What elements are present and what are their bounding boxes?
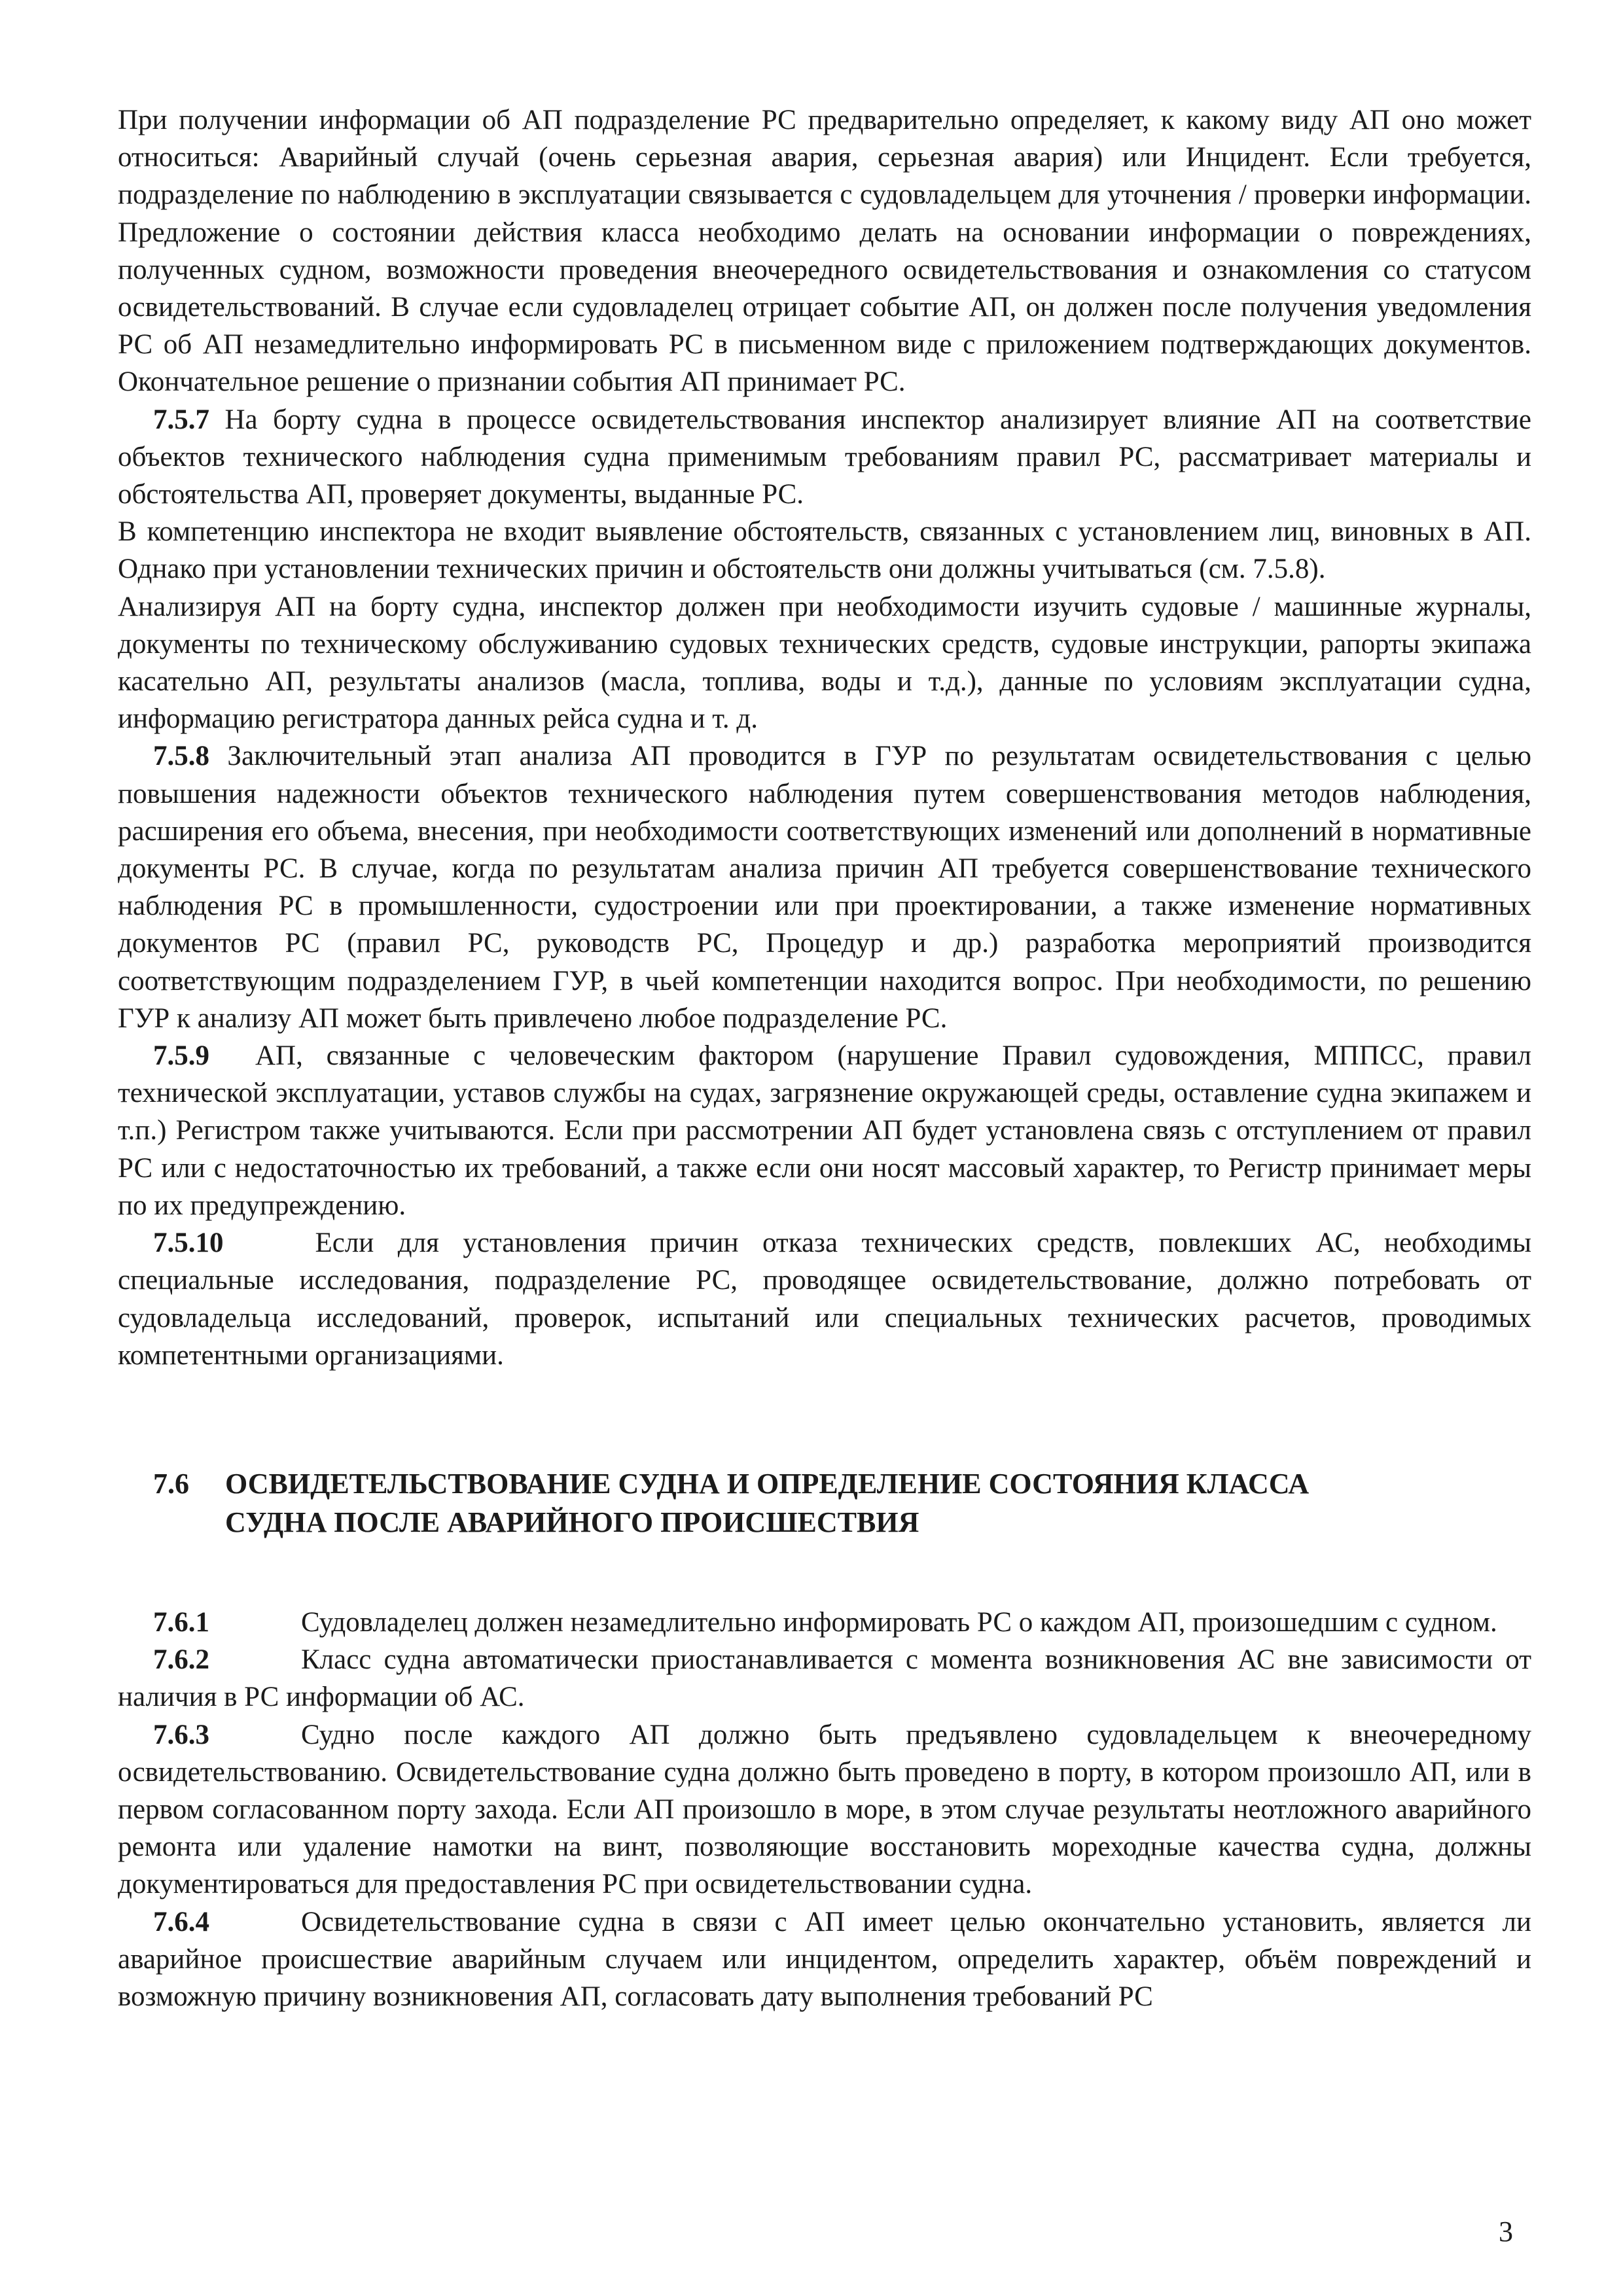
section-title-line1: ОСВИДЕТЕЛЬСТВОВАНИЕ СУДНА И ОПРЕДЕЛЕНИЕ СОСТОЯНИЯ КЛАССА [225,1467,1310,1500]
paragraph-7-6-1 [118,1604,1531,1641]
paragraph-analysis: Анализируя АП на борту судна, инспектор должен при необходимости изучить судовые / машинные журналы, документы по техническому обслуживанию судовых технических средств, судовые инструкции, рапорты экипажа касательно АП, результаты анализов (масла, топлива, воды и т.д.), данные по условиям эксплуатации судна, информацию регистратора данных рейса судна и т. д. [118,591,1531,735]
document-page [118,101,1531,2015]
paragraph-intro: При получении информации об АП подразделение РС предварительно определяет, к какому виду АП оно может относиться: Аварийный случай (очень серьезная авария, серьезная авария) или Инцидент. Если требуется, подразделение по наблюдению в эксплуатации связывается с судовладельцем для уточнения / проверки информации. Предложение о состоянии действия класса необходимо делать на основании информации о повреждениях, полученных судном, возможности проведения внеочередного освидетельствования и ознакомления со статусом освидетельствований. В случае если судовладелец отрицает событие АП, он должен после получения уведомления РС об АП незамедлительно информировать РС в письменном виде с приложением подтверждающих документов. Окончательное решение о признании события АП принимает РС. [118,105,1531,398]
paragraph-text: Судовладелец должен незамедлительно информировать РС о каждом АП, произошедшим с судном. [301,1606,1497,1638]
paragraph-text: Судно после каждого АП должно быть предъявлено судовладельцем к внеочередному освидетельствованию. Освидетельствование судна должно быть проведено в порту, в котором произошло АП, или в первом согласованном порту захода. Если АП произошло в море, в этом случае результаты неотложного аварийного ремонта или удаление намотки на винт, позволяющие восстановить мореходные качества судна, должны документироваться для предоставления РС при освидетельствовании судна. [118,1719,1531,1900]
paragraph-competence: В компетенцию инспектора не входит выявление обстоятельств, связанных с установлением лиц, виновных в АП. Однако при установлении технических причин и обстоятельств они должны учитываться (см. 7.5.8). [118,516,1531,585]
paragraph-number: 7.6.3 [153,1719,209,1750]
paragraph-7-5-8 [118,737,1531,1037]
paragraph-number: 7.6.4 [153,1906,209,1937]
paragraph-text: На борту судна в процессе освидетельствования инспектор анализирует влияние АП на соответствие объектов технического наблюдения судна применимым требованиям правил РС, рассматривает материалы и обстоятельства АП, проверяет документы, выданные РС. [118,404,1532,510]
paragraph-text: Класс судна автоматически приостанавливается с момента возникновения АС вне зависимости от наличия в РС информации об АС. [118,1644,1531,1713]
paragraph-text: Освидетельствование судна в связи с АП имеет целью окончательно установить, является ли аварийное происшествие аварийным случаем или инцидентом, определить характер, объём повреждений и возможную причину возникновения АП, согласовать дату выполнения требований РС [118,1906,1531,2012]
section-title-line2: СУДНА ПОСЛЕ АВАРИЙНОГО ПРОИСШЕСТВИЯ [225,1506,919,1538]
paragraph-text: Заключительный этап анализа АП проводится в ГУР по результатам освидетельствования с целью повышения надежности объектов технического наблюдения путем совершенствования методов наблюдения, расширения его объема, внесения, при необходимости соответствующих изменений или дополнений в нормативные документы РС. В случае, когда по результатам анализа причин АП требуется совершенствование технического наблюдения РС в промышленности, судостроении или при проектировании, а также изменение нормативных документов РС (правил РС, руководств РС, Процедур и др.) разработка мероприятий производится соответствующим подразделением ГУР, в чьей компетенции находится вопрос. При необходимости, по решению ГУР к анализу АП может быть привлечено любое подразделение РС. [118,741,1532,1034]
paragraph-text: АП, связанные с человеческим фактором (нарушение Правил судовождения, МППСС, правил технической эксплуатации, уставов службы на судах, загрязнение окружающей среды, оставление судна экипажем и т.п.) Регистром также учитываются. Если при рассмотрении АП будет установлена связь с отступлением от правил РС или с недостаточностью их требований, а также если они носят массовый характер, то Регистр принимает меры по их предупреждению. [118,1040,1531,1221]
paragraph-text: Если для установления причин отказа технических средств, повлекших АС, необходимы специальные исследования, подразделение РС, проводящее освидетельствование, должно потребовать от судовладельца исследований, проверок, испытаний или специальных технических расчетов, проводимых компетентными организациями. [118,1227,1531,1371]
paragraph-number: 7.5.8 [153,741,209,772]
paragraph-number: 7.6.2 [153,1644,209,1676]
paragraph-number: 7.5.9 [153,1040,209,1072]
section-number: 7.6 [153,1467,189,1500]
paragraph-number: 7.5.10 [153,1227,224,1259]
paragraph-7-6-2 [118,1641,1531,1716]
paragraph-number: 7.6.1 [153,1606,209,1638]
paragraph-number: 7.5.7 [153,404,209,435]
page-number: 3 [1499,2216,1513,2248]
paragraph-7-5-7 [118,401,1531,514]
paragraph-7-5-10 [118,1224,1531,1374]
paragraph-7-6-3 [118,1716,1531,1903]
paragraph-7-5-9 [118,1037,1531,1224]
section-heading [153,1464,1531,1542]
paragraph-7-6-4 [118,1903,1531,2016]
